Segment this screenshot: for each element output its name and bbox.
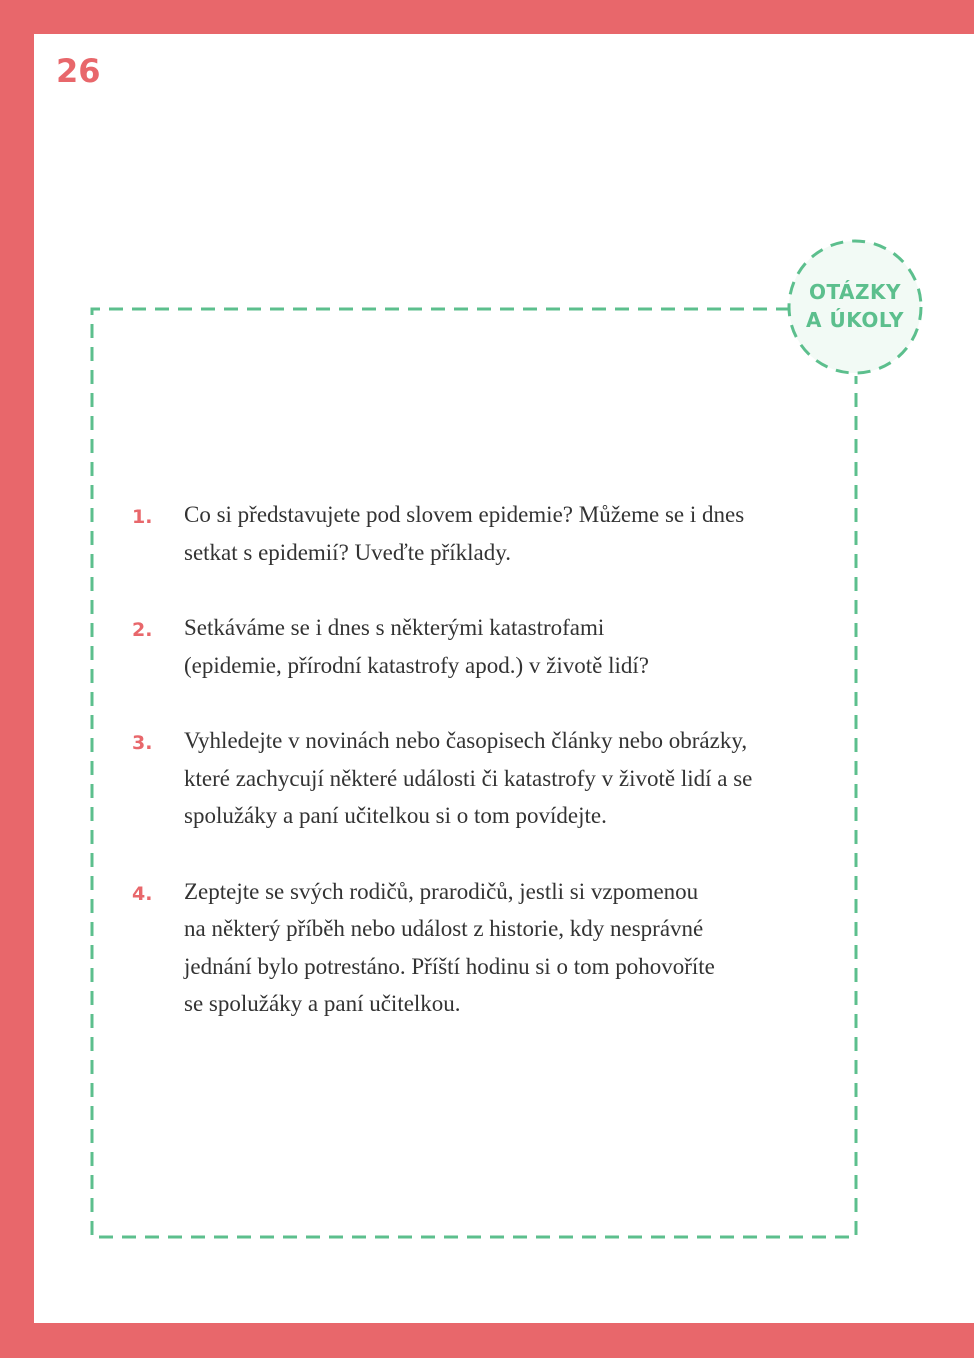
list-item xyxy=(132,496,812,571)
page-number: 26 xyxy=(56,52,101,90)
question-text: Co si představujete pod slovem epidemie? Můžeme se i dnes setkat s epidemií? Uveďte příklady. xyxy=(184,502,745,565)
question-list xyxy=(132,496,812,1061)
badge-line-1: OTÁZKY xyxy=(808,280,902,304)
question-number: 4. xyxy=(132,882,153,905)
question-number: 1. xyxy=(132,506,153,528)
list-item xyxy=(132,609,812,684)
question-text: Zeptejte se svých rodičů, prarodičů, jestli si vzpomenou na některý příběh nebo událost z historie, kdy nesprávné jednání bylo potrestáno. Příští hodinu si o tom pohovoříte se spolužáky a paní učitelkou. xyxy=(184,878,715,1016)
question-text: Setkáváme se i dnes s některými katastrofami (epidemie, přírodní katastrofy apod.) v životě lidí? xyxy=(184,615,649,678)
badge-line-2: A ÚKOLY xyxy=(806,308,904,332)
list-item xyxy=(132,722,812,835)
list-item xyxy=(132,873,812,1023)
question-text: Vyhledejte v novinách nebo časopisech články nebo obrázky, které zachycují některé události či katastrofy v životě lidí a se spolužáky a paní učitelkou si o tom povídejte. xyxy=(184,728,753,828)
question-number: 2. xyxy=(132,619,153,641)
badge-label xyxy=(790,278,920,334)
page xyxy=(34,34,974,1323)
question-number: 3. xyxy=(132,732,153,754)
